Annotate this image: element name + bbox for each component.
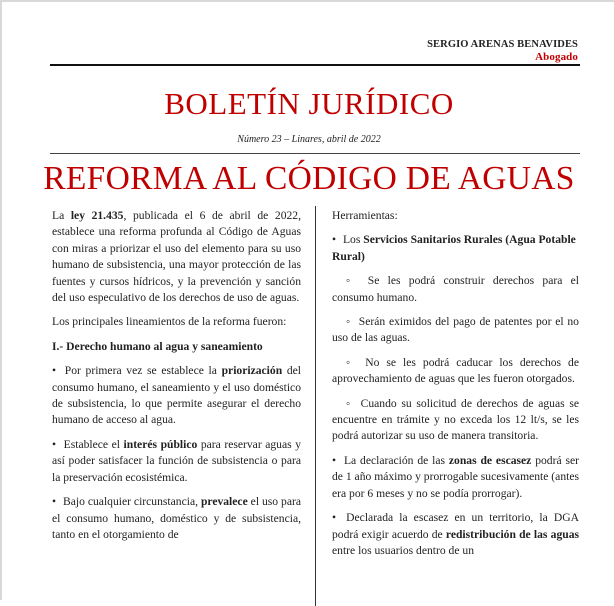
- bullet-item: • Por primera vez se establece la priorización del consumo humano, el saneamiento y el uso doméstico de subsistencia, lo que permite asegurar el derecho humano de acceso al agua.: [52, 364, 302, 427]
- subbullet-icon: ◦: [346, 274, 356, 288]
- author-name: SERGIO ARENAS BENAVIDES: [427, 39, 578, 50]
- left-column: [52, 208, 301, 551]
- bullet-item: • Los Servicios Sanitarios Rurales (Agua Potable Rural): [332, 233, 576, 263]
- subbullet-item: ◦ Cuando su solicitud de derechos de aguas se encuentre en trámite y no exceda los 12 lt/s, se les podrá autorizar su uso de manera transitoria.: [332, 396, 579, 443]
- bullet-icon: •: [332, 511, 337, 525]
- subbullet-icon: ◦: [346, 355, 355, 369]
- section-heading: I.- Derecho humano al agua y saneamiento: [52, 339, 263, 353]
- subbullet-icon: ◦: [346, 315, 351, 329]
- subbullet-item: ◦ No se les podrá caducar los derechos de aprovechamiento de aguas que les fueron otorgados.: [332, 355, 579, 386]
- subbullet-item: ◦ Serán eximidos del pago de patentes por el no uso de las aguas.: [332, 315, 579, 345]
- issue-line: Número 23 – Linares, abril de 2022: [237, 134, 381, 145]
- bullet-icon: •: [52, 364, 57, 378]
- header-divider: [50, 64, 580, 66]
- bullet-icon: •: [332, 453, 337, 467]
- author-role: Abogado: [535, 51, 578, 63]
- bulletin-title: BOLETÍN JURÍDICO: [164, 86, 454, 121]
- bullet-item: • Declarada la escasez en un territorio, la DGA podrá exigir acuerdo de redistribución de las aguas entre los usuarios dentro de un: [332, 511, 579, 557]
- article-title: REFORMA AL CÓDIGO DE AGUAS: [43, 160, 575, 197]
- intro-paragraph: La ley 21.435, publicada el 6 de abril de 2022, establece una reforma profunda al Código de Aguas con miras a priorizar el uso del elemento para su uso humano de subsistencia, una mayor protección de las fuentes y cursos hídricos, y la prevención y sanción del uso especulativo de los derechos de uso de aguas.: [52, 209, 301, 305]
- subbullet-item: ◦ Se les podrá construir derechos para el consumo humano.: [332, 274, 579, 304]
- bullet-item: • Bajo cualquier circunstancia, prevalece el uso para el consumo humano, doméstico y de subsistencia, tanto en el otorgamiento de: [52, 495, 301, 541]
- bullet-icon: •: [52, 495, 57, 509]
- tools-lead: Herramientas:: [332, 209, 398, 222]
- bullet-icon: •: [52, 437, 57, 451]
- right-column: [332, 208, 579, 567]
- author-block: [427, 38, 578, 64]
- title-divider: [50, 153, 580, 154]
- bullet-icon: •: [332, 233, 337, 247]
- column-divider: [315, 206, 316, 606]
- bullet-item: • La declaración de las zonas de escasez podrá ser de 1 año máximo y prorrogable sucesivamente (antes era por 6 meses y no se podía prorrogar).: [332, 453, 579, 500]
- bullet-item: • Establece el interés público para reservar aguas y así poder satisfacer la función de subsistencia o para la preservación ecosistémica.: [52, 437, 301, 484]
- subbullet-icon: ◦: [346, 396, 352, 410]
- lead-paragraph: Los principales lineamientos de la reforma fueron:: [52, 315, 287, 329]
